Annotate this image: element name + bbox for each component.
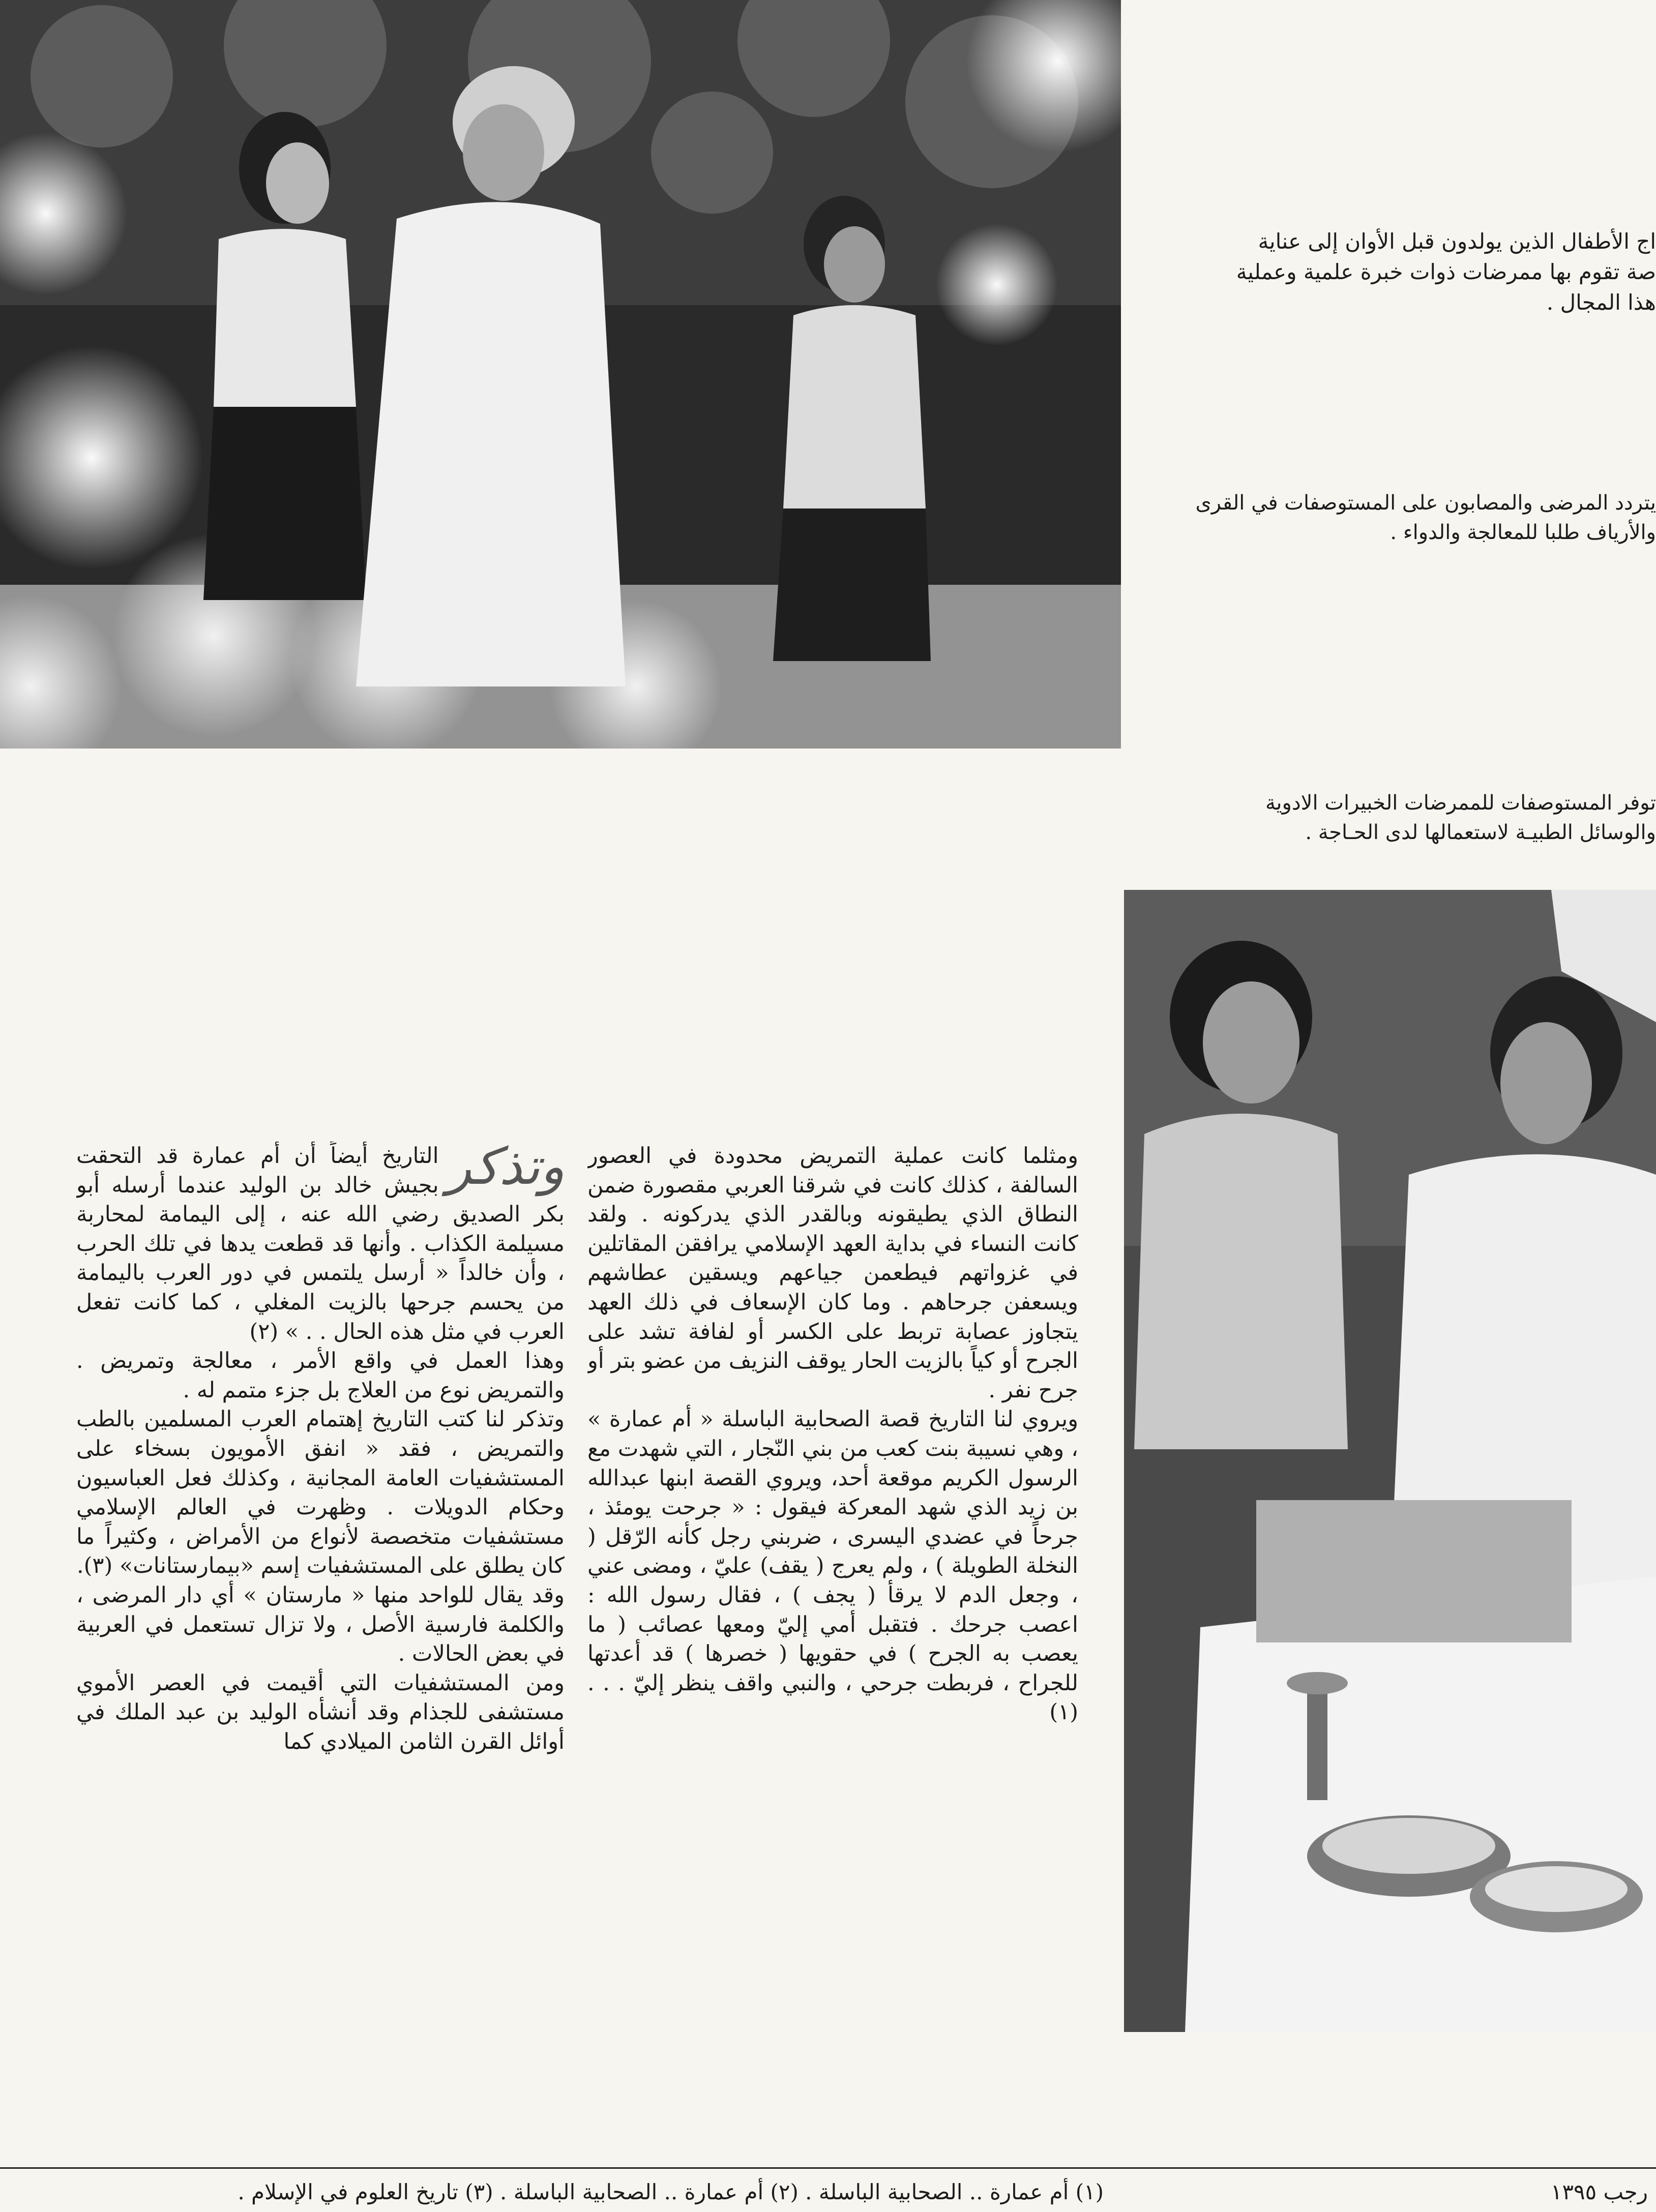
caption-premature-infants: اج الأطفال الذين يولدون قبل الأوان إلى عناية صة تقوم بها ممرضات ذوات خبرة علمية وعملية هذا المجال .: [1236, 229, 1656, 315]
article-column-middle: ومثلما كانت عملية التمريض محدودة في العصور السالفة ، كذلك كانت في شرقنا العربي مقصورة ضمن النطاق الذي يطيقونه وبالقدر الذي يدركونه . ولقد كانت النساء في بداية العهد الإسلامي يرافقن المقاتلين في غزواتهم فيطعمن جياعهم ويسقين عطاشهم ويسعفن جرحاهم . وما كان الإسعاف في ذلك العهد يتجاوز عصابة تربط على الكسر أو لفافة تشد على الجرح أو كياً بالزيت الحار يوقف النزيف من عضو بتر أو جرح نفر . ويروي لنا التاريخ قصة الصحابية الباسلة « أم عمارة » ، وهي نسيبة بنت كعب من بني النّجار ، التي شهدت مع الرسول الكريم موقعة أحد، ويروي القصة ابنها عبدالله بن زيد الذي شهد المعركة فيقول : « جرحت يومئذ ، جرحاً في عضدي اليسرى ، ضربني رجل كأنه الرّقل ( النخلة الطويلة ) ، ولم يعرج ( يقف) عليّ ، ومضى عني ، وجعل الدم لا يرقأ ( يجف ) ، فقال رسول الله : اعصب جرحك . فتقبل أمي إليّ ومعها عصائب ( ما يعصب به الجرح ) في حقويها ( خصرها ) قد أعدتها للجراح ، فربطت جرحي ، والنبي واقف ينظر إليّ . . . (١): [587, 1143, 1078, 1725]
footnote-divider: [0, 2167, 1656, 2169]
caption-village-clinics: يتردد المرضى والمصابون على المستوصفات في القرى والأرياف طلبا للمعالجة والدواء .: [1195, 491, 1656, 544]
footnotes: (١) أم عمارة .. الصحابية الباسلة . (٢) أم عمارة .. الصحابية الباسلة . (٣) تاريخ العلوم في الإسلام .: [238, 2179, 1104, 2204]
article-column-left: [76, 1142, 565, 2154]
photo-nurses-medicine-image: [1124, 890, 1656, 2032]
drop-cap-word: وتذكر: [447, 1142, 565, 1196]
article-column-left-text: التاريخ أيضاً أن أم عمارة قد التحقت بجيش خالد بن الوليد عندما أرسله أبو بكر الصديق رضي الله عنه ، إلى اليمامة لمحاربة مسيلمة الكذاب . وأنها قد قطعت يدها في تلك الحرب ، وأن خالداً « أرسل يلتمس في دور العرب باليمامة من يحسم جرحها بالزيت المغلي ، كما كانت تفعل العرب في مثل هذه الحال . . » (٢) وهذا العمل في واقع الأمر ، معالجة وتمريض . والتمريض نوع من العلاج بل جزء متمم له . وتذكر لنا كتب التاريخ إهتمام العرب المسلمين بالطب والتمريض ، فقد « انفق الأمويون بسخاء على المستشفيات العامة المجانية ، وكذلك فعل العباسيون وحكام الدويلات . وظهرت في العالم الإسلامي مستشفيات متخصصة لأنواع من الأمراض ، وكثيراً ما كان يطلق على المستشفيات إسم «بيمارستانات» (٣). وقد يقال للواحد منها « مارستان » أي دار المرضى ، والكلمة فارسية الأصل ، ولا تزال تستعمل في العربية في بعض الحالات . ومن المستشفيات التي أقيمت في العصر الأموي مستشفى للجذام وقد أنشأه الوليد بن عبد الملك في أوائل القرن الثامن الميلادي كما: [76, 1143, 565, 1754]
issue-date: رجب ١٣٩٥: [1550, 2179, 1648, 2204]
photo-garden-nurse-image: [0, 0, 1121, 749]
caption-clinic-supplies: توفر المستوصفات للممرضات الخبيرات الادوية والوسائل الطبيـة لاستعمالها لدى الحـاجة .: [1265, 791, 1656, 844]
photo-garden-nurse: [0, 0, 1121, 749]
photo-nurses-medicine: [1124, 890, 1656, 2032]
